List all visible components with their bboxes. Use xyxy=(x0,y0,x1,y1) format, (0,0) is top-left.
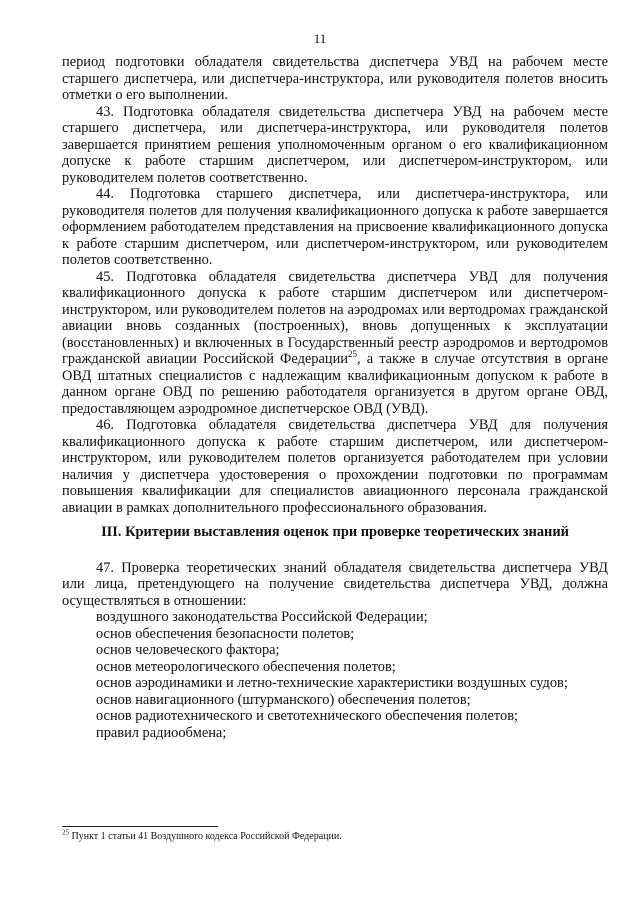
paragraph-45-text-start: 45. Подготовка обладателя свидетельства диспетчера УВД для получения квалификационного допуска к работе старшим диспетчером или диспетчером-инструктором, или руководителем полетов на аэродромах или вертодромах гражданской авиации вновь созданных (построенных), вновь допущенных к эксплуатации (восстановленных) и включенных в Государственный реестр аэродромов и вертодромов гражданской авиации Российской Федерации xyxy=(62,268,608,367)
list-item: воздушного законодательства Российской Федерации; xyxy=(96,609,428,625)
document-body xyxy=(62,54,608,741)
section-heading: III. Критерии выставления оценок при проверке теоретических знаний xyxy=(101,524,569,540)
footnote-reference[interactable]: 25 xyxy=(347,349,357,360)
paragraph-47: 47. Проверка теоретических знаний обладателя свидетельства диспетчера УВД или лица, претендующего на получение свидетельства диспетчера УВД, должна осуществляться в отношении: xyxy=(62,559,608,609)
list-item: основ метеорологического обеспечения полетов; xyxy=(96,658,396,675)
knowledge-list xyxy=(62,609,608,741)
list-item: основ человеческого фактора; xyxy=(96,642,280,658)
footnote-text: Пункт 1 статьи 41 Воздушного кодекса Российской Федерации. xyxy=(69,831,342,842)
list-item: основ обеспечения безопасности полетов; xyxy=(96,625,355,642)
list-item: основ радиотехнического и светотехнического обеспечения полетов; xyxy=(96,708,519,724)
paragraph-continuation: период подготовки обладателя свидетельства диспетчера УВД на рабочем месте старшего диспетчера, или диспетчера-инструктора, или руководителя полетов вносить отметки о его выполнении. xyxy=(62,54,608,103)
paragraph-45-text-end: , а также в случае отсутствия в органе ОВД штатных специалистов с надлежащим квалификационным допуском к работе в данном органе ОВД по решению работодателя организуется в другом органе ОВД, предоставляющем аэродромное диспетчерское ОВД (УВД). xyxy=(62,351,608,417)
paragraph-45 xyxy=(62,269,608,418)
footnote-mark: 25 xyxy=(62,828,69,837)
paragraph-44: 44. Подготовка старшего диспетчера, или диспетчера-инструктора, или руководителя полетов для получения квалификационного допуска к работе завершается оформлением работодателем представления на присвоение квалификационного допуска к работе старшим диспетчером, или диспетчером-инструктором, или руководителем полетов соответственно. xyxy=(62,186,608,268)
paragraph-46: 46. Подготовка обладателя свидетельства диспетчера УВД для получения квалификационного допуска к работе старшим диспетчером, или диспетчером-инструктором, или руководителем полетов организуется работодателем при условии наличия у диспетчера удостоверения о прохождении подготовки по программам повышения квалификации для специалистов авиационного персонала гражданской авиации в рамках дополнительного профессионального образования. xyxy=(62,417,608,516)
list-item: основ аэродинамики и летно-технические характеристики воздушных судов; xyxy=(96,675,568,691)
list-item: правил радиообмена; xyxy=(96,724,227,741)
footnote-divider xyxy=(62,826,218,827)
list-item: основ навигационного (штурманского) обеспечения полетов; xyxy=(96,691,471,708)
paragraph-43: 43. Подготовка обладателя свидетельства диспетчера УВД на рабочем месте старшего диспетчера, или диспетчера-инструктора, или руководителя полетов завершается принятием решения уполномоченным органом о его квалификационном допуске к работе старшим диспетчером, или диспетчером-инструктором, или руководителем полетов соответственно. xyxy=(62,103,608,186)
footnote xyxy=(62,828,608,843)
page-number: 11 xyxy=(313,31,327,46)
